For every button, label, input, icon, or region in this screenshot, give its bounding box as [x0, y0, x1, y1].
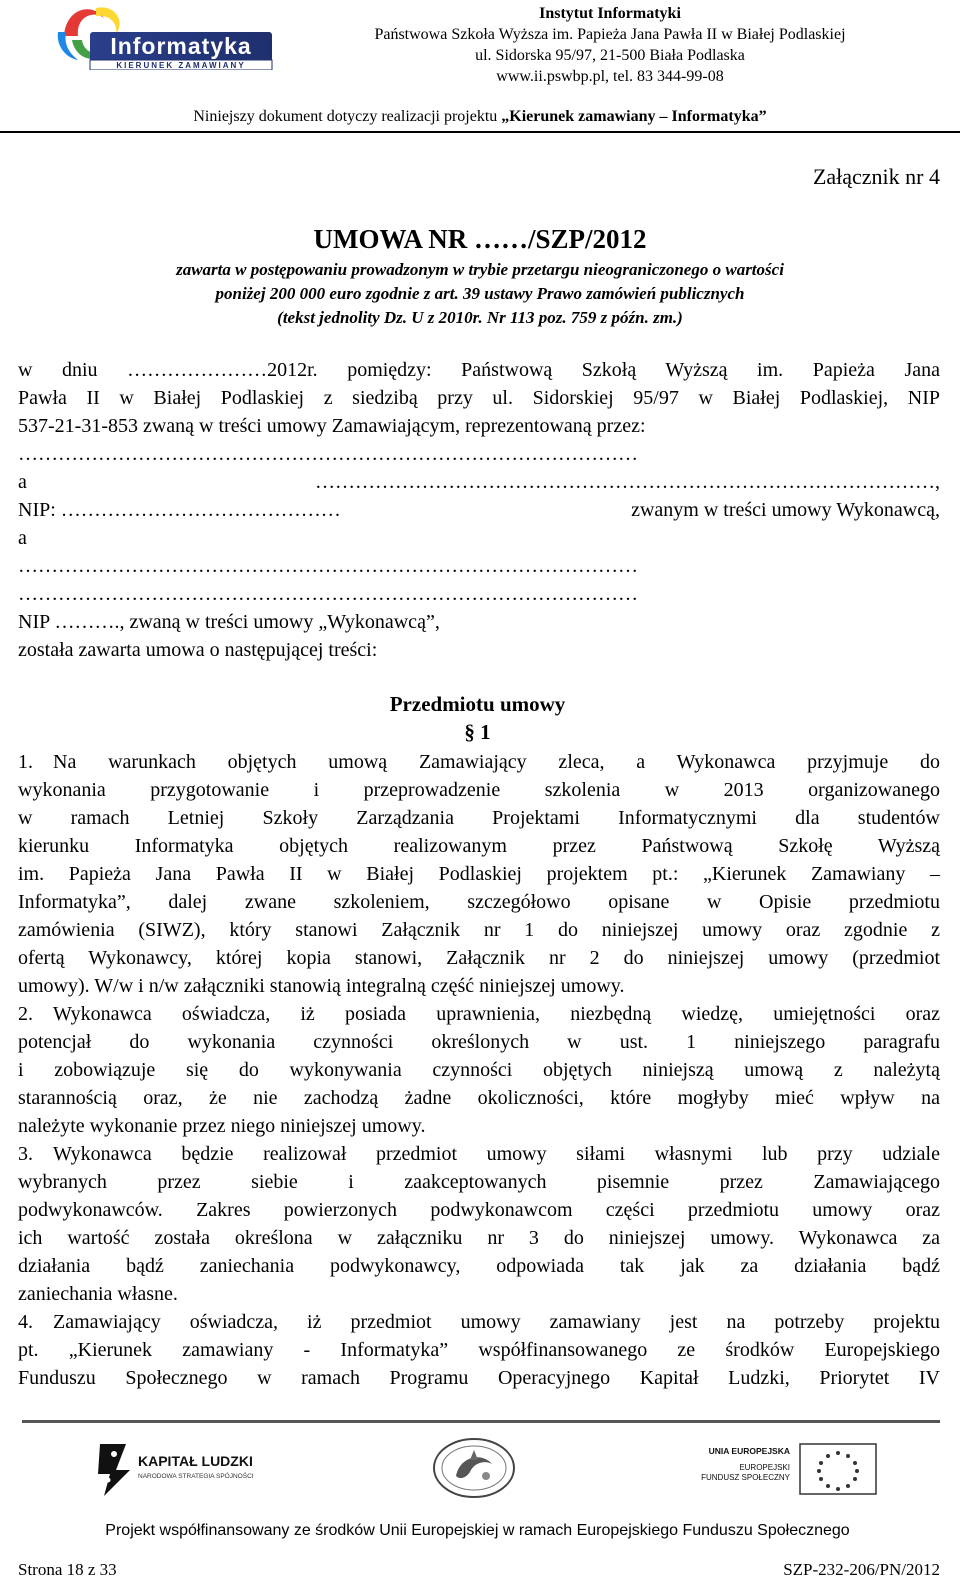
placeholder-dots: ………………………………………………………………………………… — [18, 443, 638, 465]
project-notice — [150, 106, 810, 128]
section-title: Przedmiotu umowy — [389, 692, 566, 716]
intro-line: 537-21-31-853 zwaną w treści umowy Zamawiającym, reprezentowaną przez: — [18, 415, 646, 437]
document-title: UMOWA NR ……/SZP/2012 — [313, 224, 647, 254]
clause-number: 3. — [18, 1143, 33, 1165]
clause-line: pt. „Kierunek zamawiany - Informatyka” współfinansowanego ze środków Europejskiego — [18, 1339, 940, 1361]
page-number: Strona 18 z 33 — [18, 1560, 117, 1579]
intro-line: w dniu …………………2012r. pomiędzy: Państwową Szkołą Wyższą im. Papieża Jana — [18, 359, 940, 381]
clause-line: potencjał do wykonania czynności określonych w ust. 1 niniejszego paragrafu — [18, 1031, 940, 1053]
subtitle-line: poniżej 200 000 euro zgodnie z art. 39 ustawy Prawo zamówień publicznych — [215, 284, 745, 303]
clause-line: Informatyka”, dalej zwane szkoleniem, szczegółowo opisane w Opisie przedmiotu — [18, 891, 940, 913]
intro-line: Pawła II w Białej Podlaskiej z siedzibą przy ul. Sidorskiej 95/97 w Białej Podlaskiej, NIP — [18, 387, 940, 409]
concluded-statement: została zawarta umowa o następującej treści: — [18, 639, 378, 661]
clause-number: 4. — [18, 1311, 33, 1333]
university-emblem — [430, 1436, 518, 1500]
clause-line: Wykonawca będzie realizował przedmiot umowy siłami własnymi lub przy udziale — [53, 1143, 940, 1165]
clause-line: Na warunkach objętych umową Zamawiający zleca, a Wykonawca przyjmuje do — [53, 751, 940, 773]
placeholder-dots: ………………………………………………………………………………… — [18, 583, 638, 605]
svg-text:EUROPEJSKI: EUROPEJSKI — [739, 1463, 790, 1472]
svg-text:Informatyka: Informatyka — [110, 33, 252, 59]
clause-line: w ramach Letniej Szkoły Zarządzania Projektami Informatycznymi dla studentów — [18, 807, 940, 829]
kapital-ludzki-logo — [96, 1440, 276, 1498]
clause-line: zaniechania własne. — [18, 1283, 178, 1305]
clause-line: podwykonawców. Zakres powierzonych podwykonawcom części przedmiotu umowy oraz — [18, 1199, 940, 1221]
clause-line: wybranych przez siebie i zaakceptowanych pisemnie przez Zamawiającego — [18, 1171, 940, 1193]
clause-line: ich wartość została określona w załączniku nr 3 do niniejszej umowy. Wykonawca za — [18, 1227, 940, 1249]
placeholder-dots: ………………………………………………………………………………… — [18, 555, 638, 577]
intro-paragraph — [18, 356, 940, 664]
clause-line: i zobowiązuje się do wykonywania czynności objętych niniejszą umową z należytą — [18, 1059, 940, 1081]
cofinancing-note: Projekt współfinansowany ze środków Unii Europejskiej w ramach Europejskiego Funduszu Społecznego — [105, 1522, 850, 1539]
informatyka-logo — [56, 2, 274, 70]
institute-name: Instytut Informatyki — [539, 5, 681, 22]
clause-line: starannością oraz, że nie zachodzą żadne okoliczności, które mogłyby mieć wpływ na — [18, 1087, 940, 1109]
clause-line: zamówienia (SIWZ), który stanowi Załącznik nr 1 do niniejszej umowy oraz zgodnie z — [18, 919, 940, 941]
clause-line: Funduszu Społecznego w ramach Programu Operacyjnego Kapitał Ludzki, Priorytet IV — [18, 1367, 940, 1389]
clause-line: kierunku Informatyka objętych realizowanym przez Państwową Szkołę Wyższą — [18, 835, 940, 857]
clause-2 — [18, 1000, 940, 1140]
project-notice-prefix: Niniejszy dokument dotyczy realizacji projektu — [193, 108, 502, 125]
nip-line — [18, 496, 940, 524]
document-reference: SZP-232-206/PN/2012 — [783, 1560, 940, 1579]
contractor-designation: zwanym w treści umowy Wykonawcą, — [631, 499, 940, 521]
party-a-line: a …………………………………………………………………………………, — [18, 471, 940, 493]
clause-1 — [18, 748, 940, 1000]
clause-line: Zamawiający oświadcza, iż przedmiot umowy zamawiany jest na potrzeby projektu — [53, 1311, 940, 1333]
clause-line: umowy). W/w i n/w załączniki stanowią integralną część niniejszej umowy. — [18, 975, 625, 997]
clause-number: 1. — [18, 751, 33, 773]
nip-placeholder: NIP: …………………………………… — [18, 499, 341, 521]
footer-divider — [22, 1420, 940, 1423]
svg-text:KIERUNEK ZAMAWIANY: KIERUNEK ZAMAWIANY — [116, 61, 246, 70]
school-contact: www.ii.pswbp.pl, tel. 83 344-99-08 — [496, 68, 724, 85]
svg-text:NARODOWA STRATEGIA SPÓJNOŚCI: NARODOWA STRATEGIA SPÓJNOŚCI — [138, 1473, 254, 1480]
project-notice-name: „Kierunek zamawiany – Informatyka” — [501, 108, 767, 125]
eu-social-fund-logo — [700, 1440, 890, 1498]
school-name: Państwowa Szkoła Wyższa im. Papieża Jana Pawła II w Białej Podlaskiej — [374, 26, 846, 43]
svg-text:UNIA EUROPEJSKA: UNIA EUROPEJSKA — [708, 1446, 790, 1456]
header-divider — [0, 131, 960, 133]
school-address: ul. Sidorska 95/97, 21-500 Biała Podlaska — [475, 47, 745, 64]
nip-line-second-party: NIP ………., zwaną w treści umowy „Wykonawcą”, — [18, 611, 440, 633]
clause-line: Wykonawca oświadcza, iż posiada uprawnienia, niezbędną wiedzę, umiejętności oraz — [53, 1003, 940, 1025]
clause-line: należyte wykonanie przez niego niniejszej umowy. — [18, 1115, 426, 1137]
clause-4 — [18, 1308, 940, 1392]
clause-line: działania bądź zaniechania podwykonawcy, odpowiada tak jak za działania bądź — [18, 1255, 940, 1277]
conjunction-a: a — [18, 527, 27, 549]
subtitle-line: (tekst jednolity Dz. U z 2010r. Nr 113 poz. 759 z późn. zm.) — [277, 308, 683, 327]
clause-3 — [18, 1140, 940, 1308]
clause-number: 2. — [18, 1003, 33, 1025]
clause-line: wykonania przygotowanie i przeprowadzenie szkolenia w 2013 organizowanego — [18, 779, 940, 801]
clause-line: im. Papieża Jana Pawła II w Białej Podlaskiej projektem pt.: „Kierunek Zamawiany – — [18, 863, 940, 885]
clause-line: ofertą Wykonawcy, której kopia stanowi, Załącznik nr 2 do niniejszej umowy (przedmiot — [18, 947, 940, 969]
document-subtitle — [0, 258, 960, 330]
svg-text:FUNDUSZ SPOŁECZNY: FUNDUSZ SPOŁECZNY — [701, 1473, 790, 1482]
subtitle-line: zawarta w postępowaniu prowadzonym w trybie przetargu nieograniczonego o wartości — [176, 260, 784, 279]
attachment-label: Załącznik nr 4 — [812, 164, 940, 189]
svg-text:KAPITAŁ LUDZKI: KAPITAŁ LUDZKI — [138, 1453, 253, 1469]
section-mark: § 1 — [464, 720, 491, 744]
